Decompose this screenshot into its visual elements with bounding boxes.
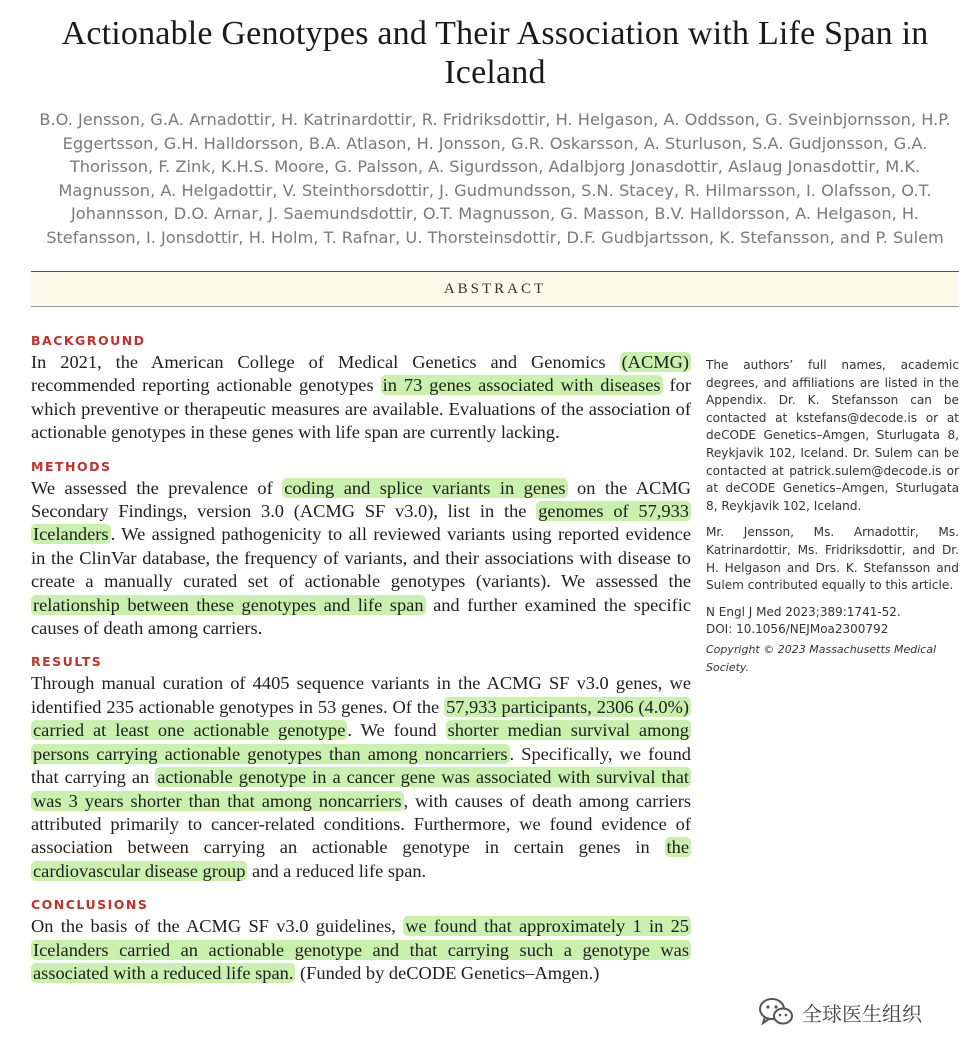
text-run: and further examined the specific causes of death among carriers.	[31, 594, 691, 639]
highlighted-text: genomes of 57,933 Icelanders	[33, 501, 689, 545]
section-text	[31, 351, 691, 445]
section-methods	[31, 459, 691, 641]
section-text	[31, 915, 691, 985]
section-heading: METHODS	[31, 458, 112, 474]
highlighted-text: we found that approximately 1 in 25 Icelanders carried an actionable genotype and that carrying such a genotype was associated with a reduced life span.	[33, 916, 690, 983]
highlighted-text: relationship between these genotypes and life span	[33, 594, 424, 615]
copyright: Copyright © 2023 Massachusetts Medical Society.	[706, 642, 937, 674]
sidebar-notes	[706, 357, 959, 676]
abstract-header: ABSTRACT	[31, 271, 959, 307]
text-run: , with causes of death among carriers attributed primarily to cancer-related conditions. Furthermore, we found evidence of association between carrying an actionable genotype in certain genes in	[31, 790, 691, 858]
text-run: On the basis of the ACMG SF v3.0 guidelines,	[31, 916, 404, 937]
section-results	[31, 654, 691, 883]
doi: DOI: 10.1056/NEJMoa2300792	[706, 622, 889, 637]
text-run: . We found	[347, 720, 446, 741]
text-run: on the ACMG Secondary Findings, version 3.0 (ACMG SF v3.0), list in the	[31, 477, 691, 522]
text-run: and a reduced life span.	[247, 860, 427, 881]
text-run: (Funded by deCODE Genetics–Amgen.)	[295, 962, 600, 983]
watermark	[758, 992, 958, 1032]
wechat-icon	[758, 996, 794, 1028]
watermark-text: 全球医生组织	[802, 1001, 922, 1026]
text-run: for which preventive or therapeutic measures are available. Evaluations of the association of actionable genotypes in these genes with life span are currently lacking.	[31, 375, 691, 443]
section-heading: RESULTS	[31, 654, 103, 670]
highlighted-text: shorter median survival among persons carrying actionable genotypes than among noncarriers	[33, 720, 689, 764]
section-heading: CONCLUSIONS	[31, 897, 149, 913]
section-text	[31, 672, 691, 883]
equal-contribution-note: Mr. Jensson, Ms. Arnadottir, Ms. Katrinardottir, Ms. Fridriksdottir, and Dr. H. Helgason and Drs. K. Stefansson and Sulem contributed equally to this article.	[706, 525, 959, 593]
highlighted-text: 57,933 participants, 2306 (4.0%) carried at least one actionable genotype	[33, 696, 689, 741]
text-run: Through manual curation of 4405 sequence variants in the ACMG SF v3.0 genes, we identified 235 actionable genotypes in 53 genes. Of the	[31, 673, 691, 717]
text-run: In 2021, the American College of Medical Genetics and Genomics	[31, 352, 620, 372]
highlighted-text: the cardiovascular disease group	[33, 837, 689, 881]
section-heading: BACKGROUND	[31, 333, 146, 348]
highlighted-text: in 73 genes associated with diseases	[382, 375, 661, 396]
section-conclusions	[31, 897, 691, 985]
section-background	[31, 333, 691, 445]
affiliations-note: The authors’ full names, academic degrees, and affiliations are listed in the Appendix. Dr. K. Stefansson can be contacted at kstefans@decode.is or at deCODE Genetics–Amgen, Sturlugata 8, Reykjavik 102, Iceland. Dr. Sulem can be contacted at patrick.sulem@decode.is or at deCODE Genetics–Amgen, Sturlugata 8, Reykjavik 102, Iceland.	[706, 358, 959, 513]
author-list: B.O. Jensson, G.A. Arnadottir, H. Katrinardottir, R. Fridriksdottir, H. Helgason, A. Oddsson, G. Sveinbjornsson, H.P. Eggertsson, G.H. Halldorsson, B.A. Atlason, H. Jonsson, G.R. Oskarsson, A. Sturluson, S.A. Gudjonsson, G.A. Thorisson, F. Zink, K.H.S. Moore, G. Palsson, A. Sigurdsson, Adalbjorg Jonasdottir, Aslaug Jonasdottir, M.K. Magnusson, A. Helgadottir, V. Steinthorsdottir, J. Gudmundsson, S.N. Stacey, R. Hilmarsson, I. Olafsson, O.T. Johannsson, D.O. Arnar, J. Saemundsdottir, O.T. Magnusson, G. Masson, B.V. Halldorsson, A. Helgason, H. Stefansson, I. Jonsdottir, H. Holm, T. Rafnar, U. Thorsteinsdottir, D.F. Gudbjartsson, K. Stefansson, and P. Sulem	[39, 110, 951, 247]
highlighted-text: actionable genotype in a cancer gene was associated with survival that was 3 years shorter than that among noncarriers	[33, 767, 689, 811]
text-run: . Specifically, we found that carrying an	[31, 743, 691, 788]
text-run: recommended reporting actionable genotypes	[31, 375, 381, 396]
section-text	[31, 477, 691, 641]
highlighted-text: coding and splice variants in genes	[284, 477, 566, 498]
highlighted-text: (ACMG)	[621, 352, 689, 372]
abstract-body	[31, 333, 691, 999]
article-title: Actionable Genotypes and Their Association with Life Span in Iceland	[61, 15, 929, 91]
text-run: We assessed the prevalence of	[31, 477, 283, 498]
journal-citation: N Engl J Med 2023;389:1741-52.	[706, 604, 901, 619]
text-run: . We assigned pathogenicity to all reviewed variants using reported evidence in the ClinVar database, the frequency of variants, and their associations with disease to create a manually curated set of actionable genotypes (variants). We assessed the	[31, 524, 691, 592]
